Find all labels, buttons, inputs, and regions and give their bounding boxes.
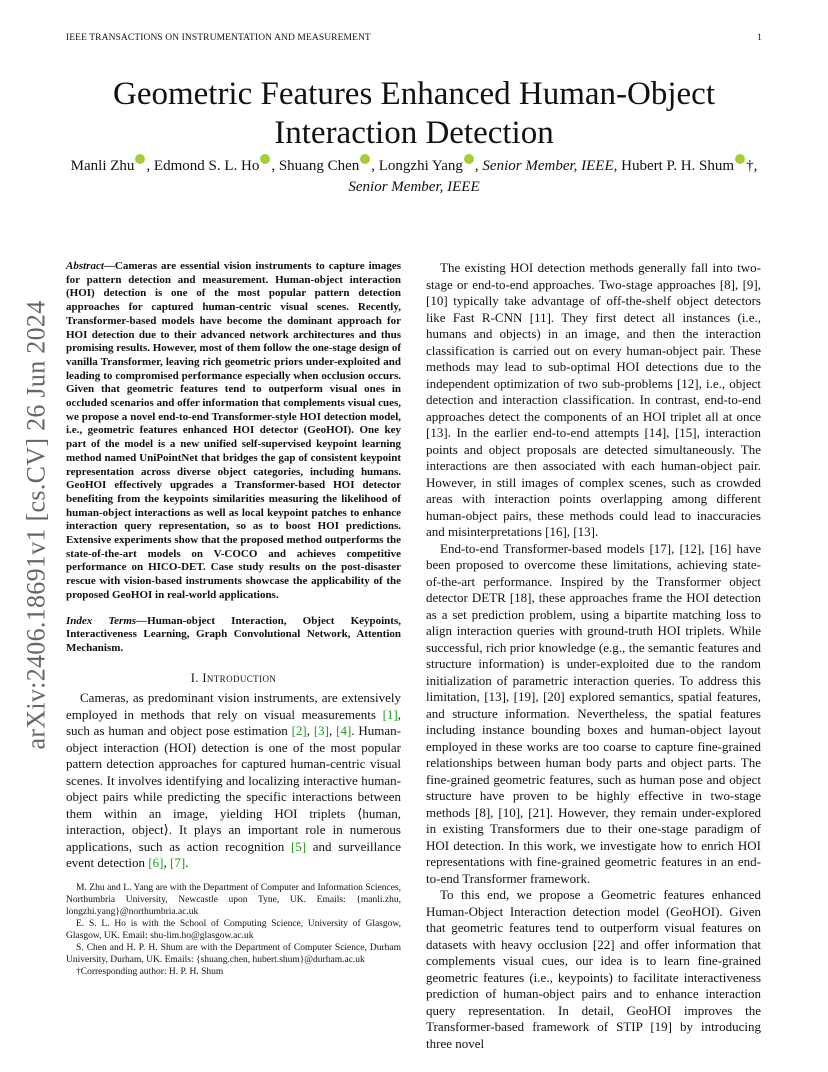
index-terms — [66, 615, 401, 656]
citation-link[interactable]: [4] — [336, 723, 352, 739]
arxiv-identifier-text: arXiv:2406.18691v1 [cs.CV] 26 Jun 2024 — [22, 300, 52, 750]
citation-link[interactable]: [3] — [313, 723, 330, 739]
orcid-icon[interactable] — [735, 154, 745, 164]
arxiv-identifier — [22, 290, 52, 760]
abstract-text: —Cameras are essential vision instruments to capture images for pattern detection and measurement. Human-object interaction (HOI) detection is one of the most popular pattern detection approaches for captured human-centric visual scenes. Recently, Transformer-based models have become the dominant approach for HOI detection due to their advanced network architectures and thus promising results. However, most of them follow the one-stage design of vanilla Transformer, leaving rich geometric priors under-exploited and leading to compromised performance especially when occlusion occurs. Given that geometric features tend to outperform visual ones in occluded scenarios and offer information that complements visual cues, we propose a novel end-to-end Transformer-style HOI detection model, i.e., geometric features enhanced HOI detector (GeoHOI). One key part of the model is a new unified self-supervised keypoint learning method named UniPointNet that bridges the gap of consistent keypoint representation across diverse object categories, including humans. GeoHOI effectively upgrades a Transformer-based HOI detector benefiting from the keypoints similarities measuring the likelihood of human-object interactions as well as local keypoint patches to enhance interaction query representation, so as to boost HOI predictions. Extensive experiments show that the proposed method outperforms the state-of-the-art models on V-COCO and achieves competitive performance on HICO-DET. Case study results on the post-disaster rescue with vision-based instruments showcase the applicability of the proposed GeoHOI in real-world applications. — [66, 260, 401, 601]
running-header — [66, 33, 762, 43]
orcid-icon[interactable] — [260, 154, 270, 164]
section-heading: I. Introduction — [190, 670, 277, 685]
author-name: , Longzhi Yang — [371, 158, 463, 174]
index-terms-text: —Human-object Interaction, Object Keypoints, Interactiveness Learning, Graph Convolutional Network, Attention Mechanism. — [66, 614, 401, 654]
right-column — [426, 260, 761, 1052]
footnotes — [66, 882, 401, 978]
author-name: , Edmond S. L. Ho — [146, 158, 260, 174]
index-terms-label: Index Terms — [66, 614, 137, 627]
citation-link[interactable]: [2] — [291, 723, 307, 739]
citation-link[interactable]: [6] — [148, 855, 164, 871]
intro-paragraph: Cameras, as predominant vision instruments, are extensively employed in methods that rely on visual measurements [1], such as human and object pose estimation [2], [3], [4]. Human-object interaction (HOI) detection is one of the most popular pattern detection approaches for captured human-centric visual scenes. It involves identifying and localizing interactive human-object pairs while predicting the specific interactions between them within an image, yielding HOI triplets ⟨human, interaction, object⟩. It plays an important role in numerous applications, such as action recognition [5] and surveillance event detection [6], [7]. — [66, 690, 402, 871]
body-paragraph: The existing HOI detection methods generally fall into two-stage or end-to-end approaches. Two-stage approaches [8], [9], [10] typically take advantage of off-the-shelf object detectors like Fast R-CNN [11]. They first detect all instances (i.e., humans and objects) in an image, and then the interaction classification is carried out on every human-object pair. These methods may lead to sub-optimal HOI detections due to the independent optimization of two sub-problems [12], i.e., object detection and interaction classification. In contrast, end-to-end approaches detect the components of an HOI triplet all at once [13]. In the earlier end-to-end attempts [14], [15], interaction points and object proposals are detected simultaneously. The interactions are then associated with each human-object pair. However, in still images of complex scenes, such as crowded areas with interaction points overlapping among different human-object pairs, these methods could lead to inaccuracies and misinterpretations [16], [13]. — [426, 260, 761, 539]
footnote: S. Chen and H. P. H. Shum are with the Department of Computer Science, Durham University, Durham, UK. Emails: {shuang.chen, hubert.shum}@durham.ac.uk — [66, 942, 401, 965]
author-list: Manli Zhu , Edmond S. L. Ho , Shuang Chen , Longzhi Yang , Senior Member, IEEE, Hubert P. H. Shum †, Senior Member, IEEE — [50, 154, 778, 198]
footnote: E. S. L. Ho is with the School of Computing Science, University of Glasgow, Glasgow, UK. Email: shu-lim.ho@glasgow.ac.uk — [66, 918, 401, 941]
orcid-icon[interactable] — [135, 154, 145, 164]
body-paragraph: End-to-end Transformer-based models [17], [12], [16] have been proposed to overcome these limitations, achieving state-of-the-art performance. Inspired by the Transformer object detector DETR [18], these approaches frame the HOI detection as a set prediction problem, using a bipartite matching loss to align interaction queries with ground-truth HOI triplets. While successful, rich prior knowledge (e.g., the semantic features and structure information) is under-exploited due to the random initialization of parametric interaction queries. To address this limitation, [13], [19], [20] explored semantics, spatial features, and structure information. Nevertheless, the spatial features including instance bounding boxes and human-object layout employed in these works are too coarse to capture fine-grained relationships between human body parts and object parts. The fine-grained geometric features, such as human pose and object structure have proven to be highly effective in two-stage methods [8], [10], [21]. However, they remain under-explored in existing Transformers due to their one-stage paradigm of HOI detection. In this work, we investigate how to enrich HOI representations with fine-grained geometric features in an end-to-end Transformer framework. — [426, 540, 761, 886]
left-column — [66, 260, 401, 978]
citation-link[interactable]: [5] — [290, 838, 307, 854]
page-number: 1 — [757, 33, 762, 43]
journal-name: IEEE TRANSACTIONS ON INSTRUMENTATION AND MEASUREMENT — [66, 33, 371, 43]
citation-link[interactable]: [1] — [382, 706, 398, 722]
author-membership: Senior Member, IEEE — [482, 158, 614, 174]
abstract-label: Abstract — [66, 260, 104, 272]
body-paragraph: To this end, we propose a Geometric features enhanced Human-Object Interaction detection model (GeoHOI). Given that geometric features tend to outperform visual features on datasets with heavy occlusion [22] and offer information that complements visual cues, our idea is to learn fine-grained geometric features (i.e., keypoints) to facilitate interactiveness prediction of human-object pairs and to enhance interaction query representation. In detail, GeoHOI improves the Transformer-based framework of STIP [19] by introducing three novel — [426, 887, 761, 1051]
abstract — [66, 260, 401, 603]
paper-title: Geometric Features Enhanced Human-Object Interaction Detection — [112, 76, 715, 151]
orcid-icon[interactable] — [360, 154, 370, 164]
author-name: Manli Zhu — [70, 158, 135, 174]
footnote: †Corresponding author: H. P. H. Shum — [76, 966, 224, 977]
author-name: , Shuang Chen — [271, 158, 360, 174]
author-membership: Senior Member, IEEE — [348, 179, 480, 195]
citation-link[interactable]: [7] — [169, 855, 186, 871]
corresponding-mark: †, — [746, 158, 758, 174]
author-name: , Hubert P. H. Shum — [613, 158, 735, 174]
orcid-icon[interactable] — [464, 154, 474, 164]
footnote: M. Zhu and L. Yang are with the Department of Computer and Information Sciences, Northumbria University, Newcastle upon Tyne, UK. Emails: {manli.zhu, longzhi.yang}@northumbria.ac.uk — [66, 882, 401, 917]
